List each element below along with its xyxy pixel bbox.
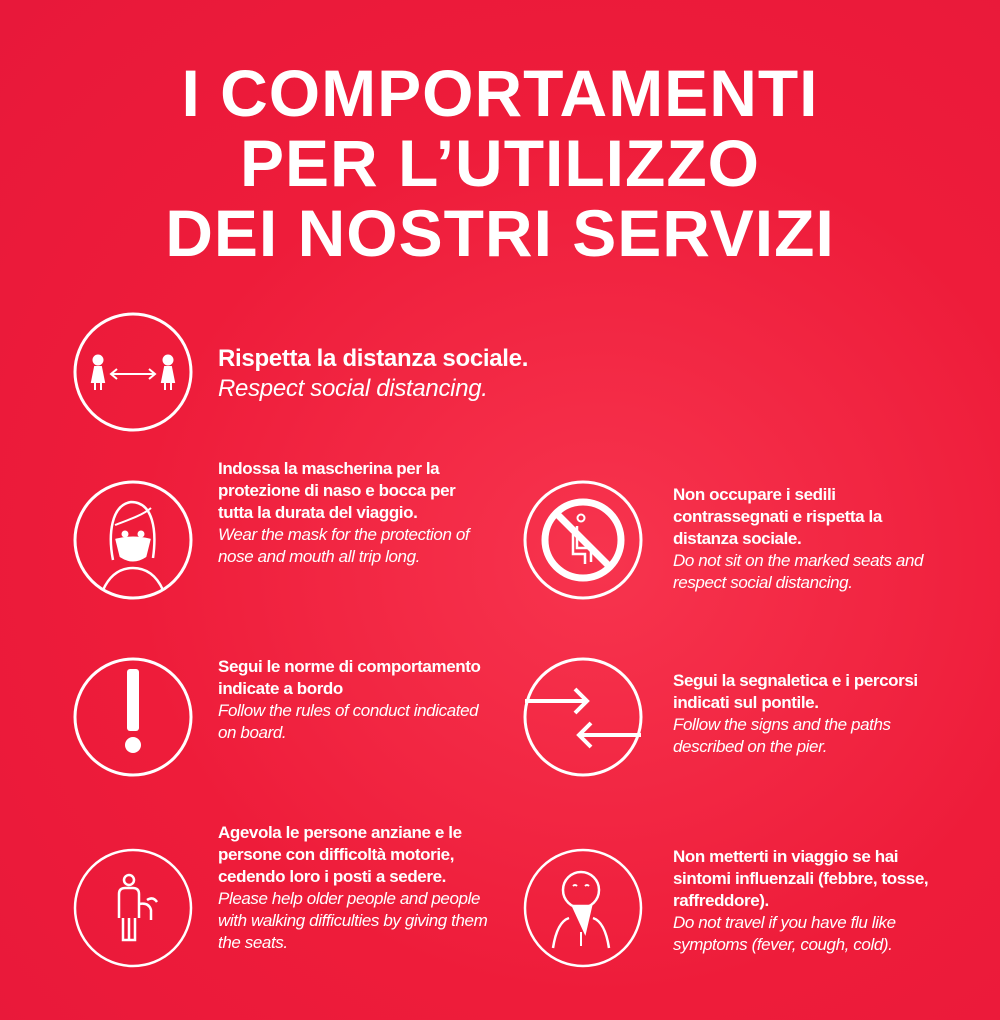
item-text-italian: Indossa la mascherina per la protezione di naso e bocca per tutta la durata del viaggio. xyxy=(218,459,456,522)
item-sick xyxy=(673,846,948,956)
item-elderly xyxy=(218,822,493,954)
item-text-english: Respect social distancing. xyxy=(218,375,488,402)
item-no-seat xyxy=(673,484,948,594)
exclamation-icon xyxy=(73,657,193,777)
item-text-italian: Segui la segnaletica e i percorsi indicati sul pontile. xyxy=(673,671,918,712)
face-mask-icon xyxy=(73,480,193,600)
item-text-english: Follow the signs and the paths described on the pier. xyxy=(673,715,891,756)
item-text-italian: Agevola le persone anziane e le persone con difficoltà motorie, cedendo loro i posti a sedere. xyxy=(218,823,462,886)
item-text-italian: Segui le norme di comportamento indicate a bordo xyxy=(218,657,481,698)
direction-arrows-icon xyxy=(523,657,643,777)
item-signs xyxy=(673,670,948,758)
item-text-english: Follow the rules of conduct indicated on board. xyxy=(218,701,479,742)
item-face-mask xyxy=(218,458,493,568)
title-line: I COMPORTAMENTI xyxy=(181,56,819,130)
elderly-person-icon xyxy=(73,848,193,968)
sick-person-icon xyxy=(523,848,643,968)
item-social-distance xyxy=(218,344,638,404)
title-line: PER L’UTILIZZO xyxy=(240,126,760,200)
item-text-italian: Non metterti in viaggio se hai sintomi influenzali (febbre, tosse, raffreddore). xyxy=(673,847,929,910)
social-distance-icon xyxy=(73,312,193,432)
item-text-english: Do not travel if you have flu like symptoms (fever, cough, cold). xyxy=(673,913,896,954)
item-text-italian: Rispetta la distanza sociale. xyxy=(218,345,529,372)
poster-title xyxy=(0,58,1000,268)
no-seat-icon xyxy=(523,480,643,600)
title-line: DEI NOSTRI SERVIZI xyxy=(165,196,835,270)
item-rules xyxy=(218,656,493,744)
item-text-english: Wear the mask for the protection of nose and mouth all trip long. xyxy=(218,525,470,566)
item-text-italian: Non occupare i sedili contrassegnati e rispetta la distanza sociale. xyxy=(673,485,882,548)
item-text-english: Do not sit on the marked seats and respect social distancing. xyxy=(673,551,924,592)
item-text-english: Please help older people and people with walking difficulties by giving them the seats. xyxy=(218,889,488,952)
